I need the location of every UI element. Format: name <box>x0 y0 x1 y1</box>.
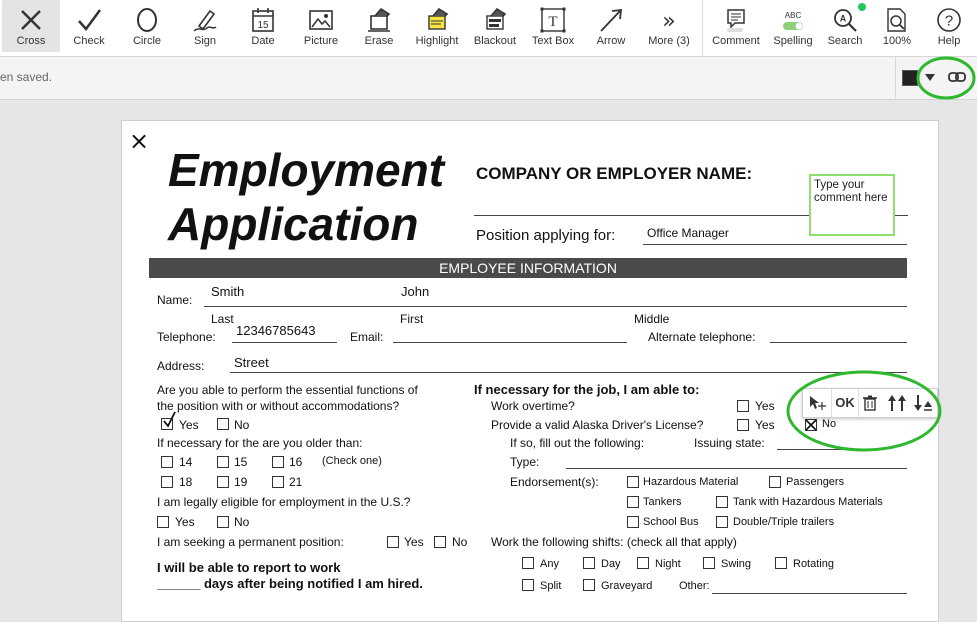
arrow-tool-button[interactable] <box>582 0 640 52</box>
able-header: If necessary for the job, I am able to: <box>474 382 700 397</box>
zoom-tool-button[interactable] <box>868 0 926 52</box>
address-label: Address: <box>157 359 205 373</box>
age-15-checkbox[interactable] <box>217 456 229 468</box>
position-line <box>643 244 907 245</box>
eligible-yes-label: Yes <box>175 515 195 529</box>
name-label: Name: <box>157 293 193 307</box>
eligible-question: I am legally eligible for employment in the U.S.? <box>157 495 411 509</box>
svg-text:A: A <box>839 13 847 24</box>
endorsement-tank-hazmat-label: Tank with Hazardous Materials <box>733 496 883 508</box>
permanent-no-label: No <box>452 535 468 549</box>
endorsement-hazmat-checkbox[interactable] <box>627 476 639 488</box>
svg-text:»: » <box>662 9 676 34</box>
endorsement-tankers-label: Tankers <box>643 496 682 508</box>
svg-text:ABC: ABC <box>784 11 802 20</box>
if-so-label: If so, fill out the following: <box>510 436 645 450</box>
check-icon <box>75 6 103 34</box>
first-caption: First <box>400 312 424 326</box>
last-name-value[interactable]: Smith <box>211 284 245 299</box>
blackout-tool-button[interactable] <box>466 0 524 52</box>
search-icon <box>831 6 859 34</box>
more-tools-button[interactable] <box>640 0 698 52</box>
shift-graveyard-checkbox[interactable] <box>583 579 595 591</box>
subbar-divider <box>895 57 896 99</box>
highlight-tool-button[interactable] <box>408 0 466 52</box>
arrow-tool-label: Arrow <box>596 35 626 47</box>
cross-icon <box>17 6 45 34</box>
age-19-label: 19 <box>234 475 248 489</box>
endorsement-double-label: Double/Triple trailers <box>733 516 835 528</box>
status-bar <box>0 57 977 100</box>
svg-text:?: ? <box>944 12 954 30</box>
overtime-question: Work overtime? <box>491 399 575 413</box>
picture-icon <box>307 6 335 34</box>
date-tool-label: Date <box>251 35 275 47</box>
shift-rotating-checkbox[interactable] <box>775 557 787 569</box>
license-yes-checkbox[interactable] <box>737 419 749 431</box>
circle-tool-button[interactable] <box>118 0 176 52</box>
comment-icon <box>722 6 750 34</box>
age-15-label: 15 <box>234 455 248 469</box>
title-line-1: Employment <box>168 144 445 196</box>
title-line-2: Application <box>168 198 419 250</box>
type-label: Type: <box>510 455 540 469</box>
date-tool-button[interactable] <box>234 0 292 52</box>
more-chevrons-icon <box>655 6 683 34</box>
endorsement-double-checkbox[interactable] <box>716 516 728 528</box>
email-line <box>393 342 627 343</box>
age-14-checkbox[interactable] <box>161 456 173 468</box>
type-line <box>566 468 907 469</box>
highlighter-icon <box>423 6 451 34</box>
company-label: COMPANY OR EMPLOYER NAME: <box>476 164 753 183</box>
essential-question-2: the position with or without accommodations? <box>157 399 400 413</box>
license-no-label: No <box>822 418 837 430</box>
essential-no-label: No <box>234 418 250 432</box>
license-yes-label: Yes <box>755 418 775 432</box>
help-tool-button[interactable] <box>920 0 977 52</box>
older-question: If necessary for the are you older than: <box>157 436 363 450</box>
sign-tool-button[interactable] <box>176 0 234 52</box>
zoom-tool-label: 100% <box>882 35 912 47</box>
section-header-bar: EMPLOYEE INFORMATION <box>149 258 907 278</box>
age-21-label: 21 <box>289 475 303 489</box>
endorsements-label: Endorsement(s): <box>510 475 599 489</box>
shift-graveyard-label: Graveyard <box>601 580 653 592</box>
other-shift-label: Other: <box>679 580 710 592</box>
shifts-label: Work the following shifts: (check all that apply) <box>491 535 737 549</box>
endorsement-passengers-checkbox[interactable] <box>769 476 781 488</box>
status-dot <box>858 3 866 11</box>
cross-tool-label: Cross <box>16 35 46 47</box>
essential-yes-label: Yes <box>179 418 199 432</box>
shift-swing-label: Swing <box>721 558 751 570</box>
endorsement-schoolbus-checkbox[interactable] <box>627 516 639 528</box>
overtime-yes-label: Yes <box>755 399 775 413</box>
overtime-yes-checkbox[interactable] <box>737 400 749 412</box>
comment-tool-button[interactable] <box>707 0 765 52</box>
permanent-question: I am seeking a permanent position: <box>157 535 344 549</box>
shift-rotating-label: Rotating <box>793 558 834 570</box>
circle-tool-label: Circle <box>132 35 162 47</box>
telephone-line <box>232 342 337 343</box>
address-value[interactable]: Street <box>234 355 269 370</box>
sign-pen-icon <box>191 6 219 34</box>
picture-tool-button[interactable] <box>292 0 350 52</box>
shift-night-checkbox[interactable] <box>637 557 649 569</box>
help-tool-label: Help <box>937 35 961 47</box>
telephone-value[interactable]: 12346785643 <box>236 323 316 338</box>
erase-tool-button[interactable] <box>350 0 408 52</box>
essential-no-checkbox[interactable] <box>217 418 229 430</box>
shift-any-label: Any <box>540 558 559 570</box>
blackout-tool-label: Blackout <box>473 35 517 47</box>
shift-any-checkbox[interactable] <box>522 557 534 569</box>
svg-text:T: T <box>548 14 558 30</box>
svg-text:15: 15 <box>257 20 269 31</box>
eligible-no-checkbox[interactable] <box>217 516 229 528</box>
issuing-state-label: Issuing state: <box>694 436 765 450</box>
cross-tool-button[interactable] <box>2 0 60 52</box>
age-21-checkbox[interactable] <box>272 476 284 488</box>
age-18-checkbox[interactable] <box>161 476 173 488</box>
alt-telephone-label: Alternate telephone: <box>648 330 756 344</box>
check-mark-icon <box>162 410 178 428</box>
age-14-label: 14 <box>179 455 193 469</box>
endorsement-tankers-checkbox[interactable] <box>627 496 639 508</box>
age-18-label: 18 <box>179 475 193 489</box>
shift-swing-checkbox[interactable] <box>703 557 715 569</box>
erase-tool-label: Erase <box>364 35 394 47</box>
middle-caption: Middle <box>634 312 670 326</box>
search-tool-button[interactable] <box>816 0 874 52</box>
permanent-yes-label: Yes <box>404 535 424 549</box>
comment-box[interactable]: Type your comment here <box>809 174 895 236</box>
arrow-icon <box>597 6 625 34</box>
toolbar-divider <box>702 0 703 56</box>
ok-button[interactable]: OK <box>831 389 859 417</box>
zoom-icon <box>883 6 911 34</box>
highlight-tool-label: Highlight <box>415 35 459 47</box>
more-tools-label: More (3) <box>648 35 690 47</box>
first-name-value[interactable]: John <box>401 284 430 299</box>
report-line-2: ______ days after being notified I am hired. <box>157 576 423 591</box>
picture-tool-label: Picture <box>303 35 339 47</box>
textbox-tool-button[interactable] <box>524 0 582 52</box>
spelling-tool-label: Spelling <box>773 35 813 47</box>
alt-telephone-line <box>770 342 907 343</box>
email-label: Email: <box>350 330 384 344</box>
close-field-icon[interactable]: × <box>129 127 150 155</box>
endorsement-passengers-label: Passengers <box>786 476 845 488</box>
spelling-toggle-icon <box>779 6 807 34</box>
endorsement-tank-hazmat-checkbox[interactable] <box>716 496 728 508</box>
license-question: Provide a valid Alaska Driver's License? <box>491 418 704 432</box>
eligible-no-label: No <box>234 515 250 529</box>
shift-split-label: Split <box>540 580 562 592</box>
permanent-no-checkbox[interactable] <box>434 536 446 548</box>
check-tool-button[interactable] <box>60 0 118 52</box>
essential-question-1: Are you able to perform the essential functions of <box>157 383 418 397</box>
report-line-1: I will be able to report to work <box>157 560 341 575</box>
eraser-icon <box>365 6 393 34</box>
annotation-ellipse <box>916 55 976 101</box>
eligible-yes-checkbox[interactable] <box>157 516 169 528</box>
last-caption: Last <box>211 312 234 326</box>
shift-split-checkbox[interactable] <box>522 579 534 591</box>
position-label: Position applying for: <box>476 227 616 244</box>
shift-night-label: Night <box>655 558 681 570</box>
check-one-note: (Check one) <box>322 455 382 467</box>
saved-status-text: en saved. <box>0 70 53 84</box>
endorsement-schoolbus-label: School Bus <box>643 516 699 528</box>
age-19-checkbox[interactable] <box>217 476 229 488</box>
textbox-icon <box>539 6 567 34</box>
main-toolbar <box>0 0 977 57</box>
check-tool-label: Check <box>73 35 105 47</box>
textbox-tool-label: Text Box <box>531 35 575 47</box>
name-line <box>204 306 907 307</box>
permanent-yes-checkbox[interactable] <box>387 536 399 548</box>
other-shift-line <box>712 593 907 594</box>
spelling-tool-button[interactable] <box>764 0 822 52</box>
age-16-checkbox[interactable] <box>272 456 284 468</box>
circle-icon <box>133 6 161 34</box>
endorsement-hazmat-label: Hazardous Material <box>643 476 739 488</box>
telephone-label: Telephone: <box>157 330 216 344</box>
blackout-icon <box>481 6 509 34</box>
position-value[interactable]: Office Manager <box>647 226 729 240</box>
age-16-label: 16 <box>289 455 303 469</box>
calendar-icon <box>249 6 277 34</box>
shift-day-label: Day <box>601 558 621 570</box>
comment-tool-label: Comment <box>712 35 760 47</box>
annotation-ellipse <box>784 368 944 454</box>
help-icon <box>935 6 963 34</box>
sign-tool-label: Sign <box>193 35 217 47</box>
search-tool-label: Search <box>827 35 863 47</box>
shift-day-checkbox[interactable] <box>583 557 595 569</box>
